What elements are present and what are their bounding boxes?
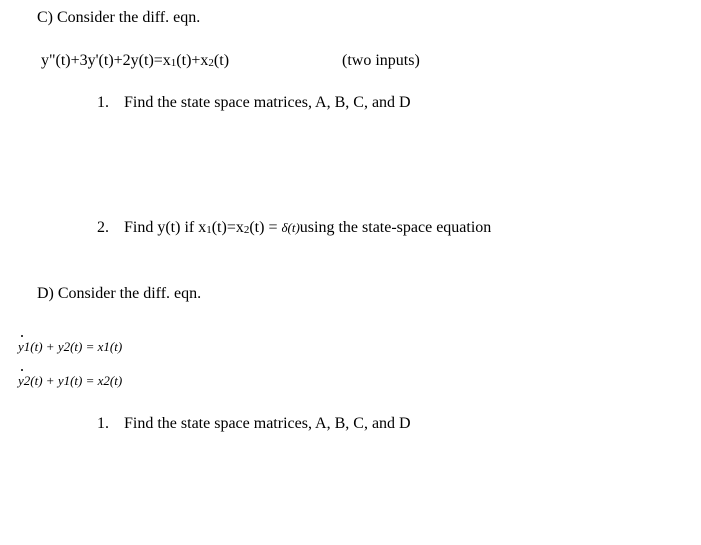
y-dot-symbol: y bbox=[18, 337, 24, 357]
section-c-equation bbox=[41, 51, 229, 73]
item-text-a: Find y(t) if x bbox=[124, 219, 207, 236]
equation-2-rest: 2(t) + y1(t) = x2(t) bbox=[23, 373, 123, 388]
item-number: 1. bbox=[97, 415, 109, 432]
delta-function: δ(t) bbox=[281, 220, 300, 235]
item-text: Find the state space matrices, A, B, C, and D bbox=[124, 415, 411, 432]
equation-tail: (t) bbox=[213, 52, 230, 69]
item-number: 2. bbox=[97, 219, 109, 236]
section-c-item-1 bbox=[97, 93, 411, 113]
item-text-b: (t)=x bbox=[211, 219, 244, 236]
equation-sub-1: 1 bbox=[170, 57, 177, 69]
y-dot-symbol: y bbox=[18, 371, 24, 391]
section-d-equation-1 bbox=[18, 337, 122, 357]
section-d-item-1 bbox=[97, 414, 411, 434]
item-number: 1. bbox=[97, 94, 109, 111]
item-text-c: (t) = bbox=[249, 219, 282, 236]
equation-1-rest: 1(t) + y2(t) = x1(t) bbox=[23, 339, 123, 354]
two-inputs-note: (two inputs) bbox=[342, 52, 420, 69]
equation-sub-2: 2 bbox=[208, 57, 214, 69]
section-d-heading: D) Consider the diff. eqn. bbox=[37, 285, 202, 302]
item-sub-2: 2 bbox=[243, 224, 250, 236]
item-sub-1: 1 bbox=[206, 224, 212, 236]
item-text-d: using the state-space equation bbox=[299, 219, 492, 236]
equation-mid: (t)+x bbox=[176, 52, 209, 69]
item-text: Find the state space matrices, A, B, C, and D bbox=[124, 94, 411, 111]
equation-left: y"(t)+3y'(t)+2y(t)=x bbox=[41, 52, 171, 69]
section-c-heading: C) Consider the diff. eqn. bbox=[37, 9, 201, 26]
section-c-item-2 bbox=[97, 218, 491, 240]
section-d-equation-2 bbox=[18, 371, 122, 391]
